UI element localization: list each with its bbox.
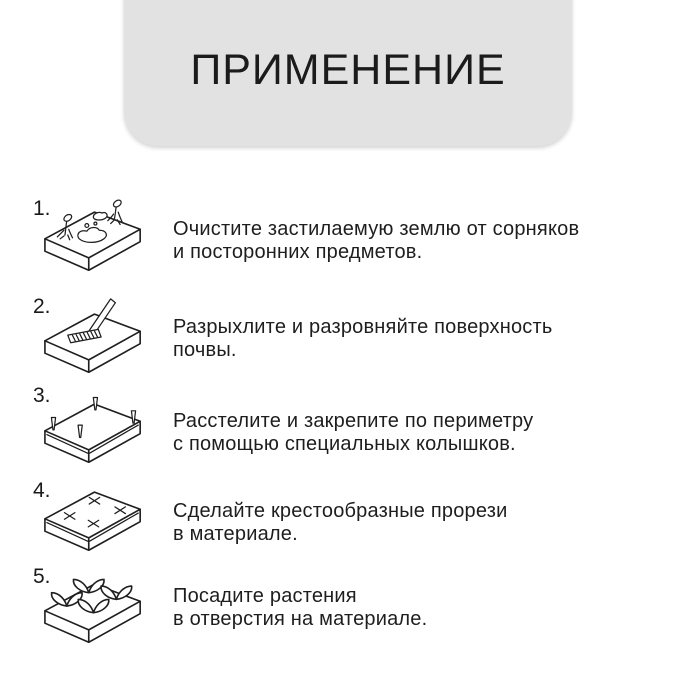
step-text [173,585,427,631]
step-text [173,410,533,456]
cross-cuts-icon [41,475,146,555]
step-text [173,218,579,264]
step-number: 3. [33,384,51,407]
step-row-4 [0,479,700,569]
step-text-line: Расстелите и закрепите по периметру [173,410,534,432]
page-title: ПРИМЕНЕНИЕ [190,45,506,94]
step-text [173,500,508,546]
step-number: 4. [33,479,51,502]
fabric-pegs-icon [41,387,146,467]
step-text-line: в отверстия на материале. [173,608,428,630]
planted-seedlings-icon [41,567,146,647]
step-text-line: в материале. [173,523,298,545]
step-text [173,316,552,362]
step-row-5 [0,565,700,655]
step-number: 1. [33,197,51,220]
step-text-line: и посторонних предметов. [173,241,423,263]
step-text-line: Посадите растения [173,585,357,607]
garden-bed-weeds-icon [41,195,146,275]
step-number: 2. [33,295,51,318]
step-text-line: Очистите застилаемую землю от сорняков [173,218,580,240]
step-number: 5. [33,565,51,588]
step-row-1 [0,197,700,287]
step-text-line: Сделайте крестообразные прорези [173,500,508,522]
header-banner [124,0,572,146]
rake-soil-icon [41,297,146,377]
step-text-line: с помощью специальных колышков. [173,433,516,455]
step-row-3 [0,384,700,474]
step-row-2 [0,295,700,385]
step-text-line: почвы. [173,339,237,361]
step-text-line: Разрыхлите и разровняйте поверхность [173,316,553,338]
